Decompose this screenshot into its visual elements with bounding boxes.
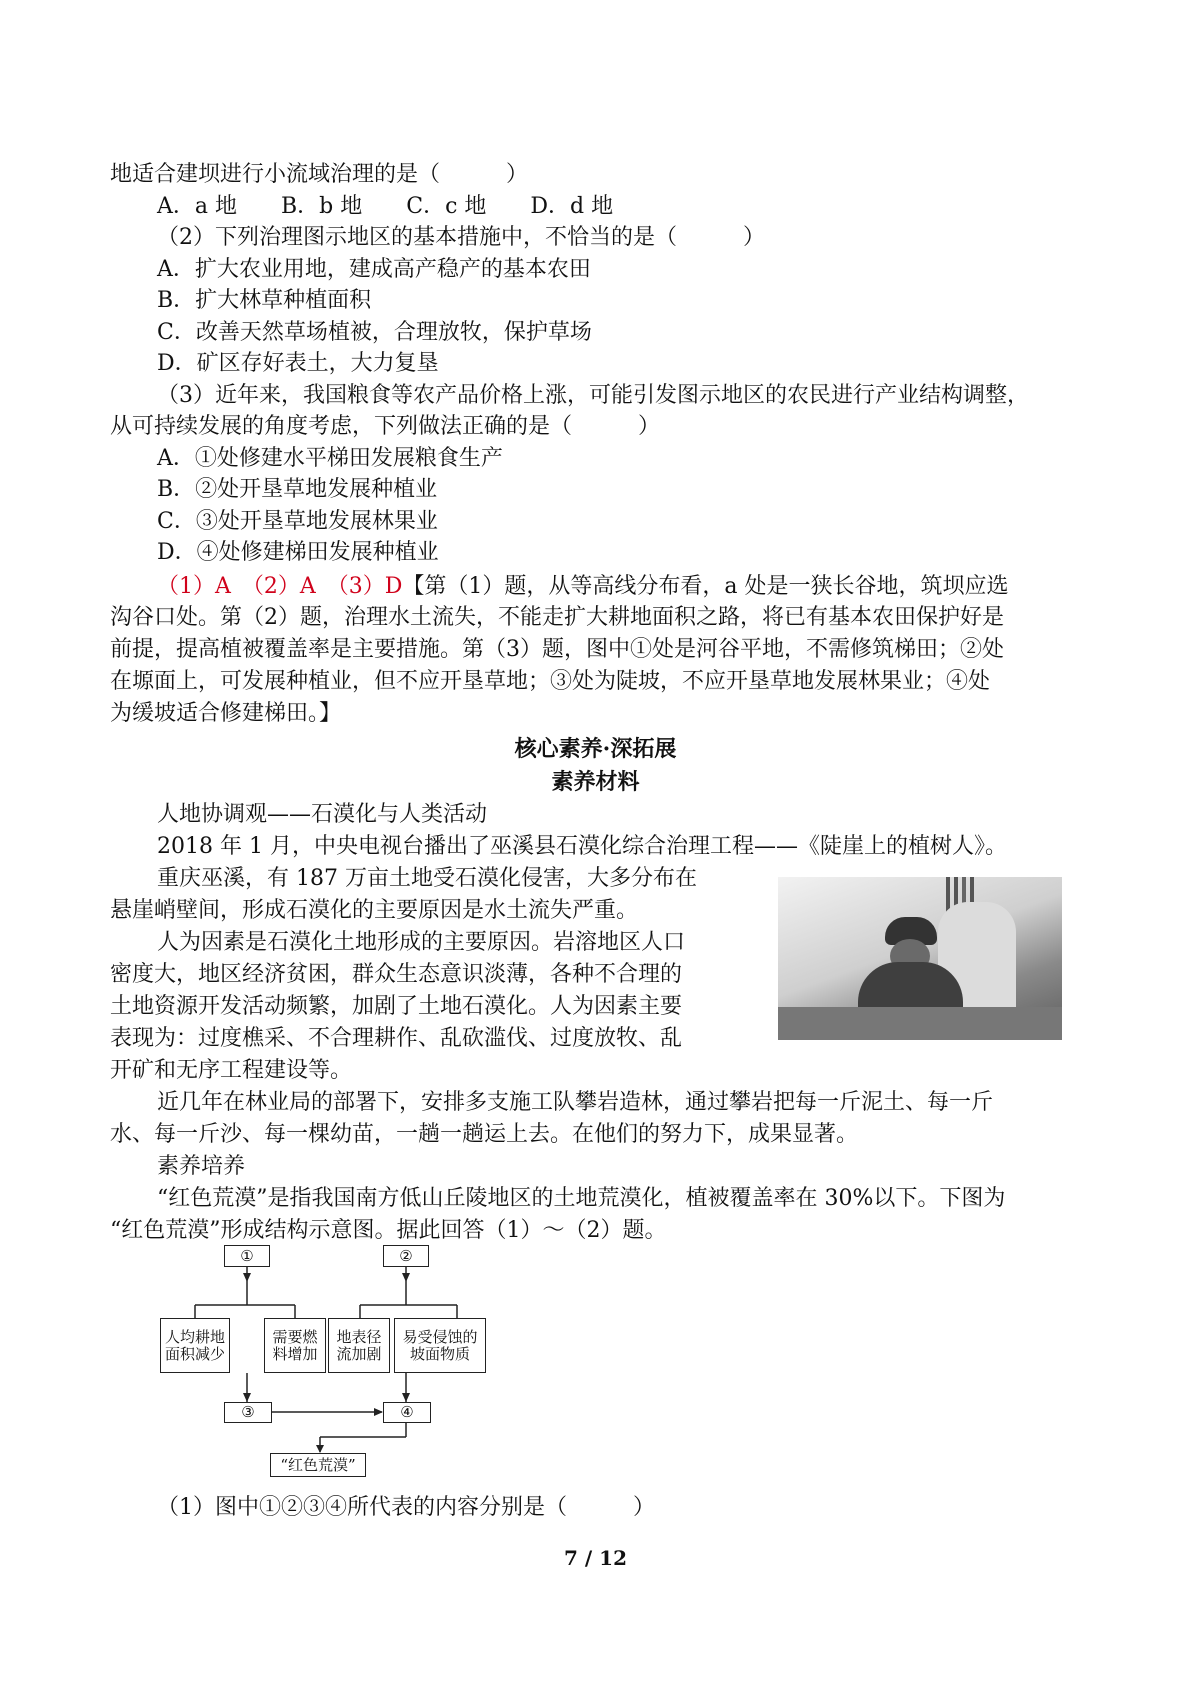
node-runoff: 地表径 流加剧 xyxy=(328,1318,390,1373)
material-line: 表现为：过度樵采、不合理耕作、乱砍滥伐、过度放牧、乱 xyxy=(110,1026,683,1051)
node-4: ④ xyxy=(383,1402,431,1423)
question-stem-line: 地适合建坝进行小流域治理的是（ ） xyxy=(110,162,529,187)
material-line: 水、每一斤沙、每一棵幼苗，一趟一趟运上去。在他们的努力下，成果显著。 xyxy=(110,1122,859,1147)
page-number: 7 / 12 xyxy=(564,1546,627,1570)
option-b: B．②处开垦草地发展种植业 xyxy=(157,477,438,502)
material-line: 土地资源开发活动频繁，加剧了土地石漠化。人为因素主要 xyxy=(110,994,683,1019)
material-line: 开矿和无序工程建设等。 xyxy=(110,1058,353,1083)
material-line: 近几年在林业局的部署下，安排多支施工队攀岩造林，通过攀岩把每一斤泥土、每一斤 xyxy=(157,1090,994,1115)
explanation-line: 前提，提高植被覆盖率是主要措施。第（3）题，图中①处是河谷平地，不需修筑梯田；②处 xyxy=(110,637,1005,662)
planter-photo xyxy=(778,877,1062,1040)
answer-key: （1）A （2）A （3）D xyxy=(157,574,403,599)
material-line: 2018 年 1 月，中央电视台播出了巫溪县石漠化综合治理工程——《陡崖上的植树人》。 xyxy=(157,834,1007,859)
node-2: ② xyxy=(383,1245,429,1267)
material-line: “红色荒漠”是指我国南方低山丘陵地区的土地荒漠化，植被覆盖率在 30%以下。下图为 xyxy=(157,1186,1006,1211)
option-d: D．④处修建梯田发展种植业 xyxy=(157,540,439,565)
material-line: 人为因素是石漠化土地形成的主要原因。岩溶地区人口 xyxy=(157,930,686,955)
node-3: ③ xyxy=(224,1402,272,1423)
node-farmland-decrease: 人均耕地 面积减少 xyxy=(160,1318,230,1373)
node-red-desert: “红色荒漠” xyxy=(270,1453,366,1477)
material-line: 密度大，地区经济贫困，群众生态意识淡薄，各种不合理的 xyxy=(110,962,683,987)
explanation-line: 在塬面上，可发展种植业，但不应开垦草地；③处为陡坡，不应开垦草地发展林果业；④处 xyxy=(110,669,991,694)
option-a: A．扩大农业用地，建成高产稳产的基本农田 xyxy=(157,257,591,282)
question-2: （2）下列治理图示地区的基本措施中，不恰当的是（ ） xyxy=(157,225,765,250)
node-erodible-slope: 易受侵蚀的 坡面物质 xyxy=(394,1318,486,1373)
option-line: A．a 地 B．b 地 C．c 地 D．d 地 xyxy=(157,194,614,219)
option-d: D．矿区存好表土，大力复垦 xyxy=(157,351,439,376)
material-line: 悬崖峭壁间，形成石漠化的主要原因是水土流失严重。 xyxy=(110,898,639,923)
option-b: B．扩大林草种植面积 xyxy=(157,288,372,313)
node-fuel-demand: 需要燃 料增加 xyxy=(264,1318,326,1373)
question-1: （1）图中①②③④所代表的内容分别是（ ） xyxy=(157,1495,655,1520)
question-3: （3）近年来，我国粮食等农产品价格上涨，可能引发图示地区的农民进行产业结构调整， xyxy=(157,383,1030,408)
section-subtitle: 素养材料 xyxy=(551,769,640,795)
option-a: A．①处修建水平梯田发展粮食生产 xyxy=(157,446,503,471)
option-c: C．改善天然草场植被，合理放牧，保护草场 xyxy=(157,320,592,345)
answer-explanation: 【第（1）题，从等高线分布看，a 处是一狭长谷地，筑坝应选 xyxy=(402,574,1009,599)
material-heading: 人地协调观——石漠化与人类活动 xyxy=(157,802,488,827)
section-title: 核心素养·深拓展 xyxy=(514,736,677,762)
option-c: C．③处开垦草地发展林果业 xyxy=(157,509,438,534)
material-line: 重庆巫溪，有 187 万亩土地受石漠化侵害，大多分布在 xyxy=(157,866,697,891)
node-1: ① xyxy=(224,1245,270,1267)
question-3-cont: 从可持续发展的角度考虑，下列做法正确的是（ ） xyxy=(110,414,661,439)
explanation-line: 沟谷口处。第（2）题，治理水土流失，不能走扩大耕地面积之路，将已有基本农田保护好是 xyxy=(110,605,1005,630)
subheading: 素养培养 xyxy=(157,1154,246,1179)
material-line: “红色荒漠”形成结构示意图。据此回答（1）～（2）题。 xyxy=(110,1218,667,1243)
answer-line xyxy=(157,572,1009,602)
red-desert-diagram xyxy=(160,1245,510,1483)
explanation-line: 为缓坡适合修建梯田。】 xyxy=(110,701,342,726)
